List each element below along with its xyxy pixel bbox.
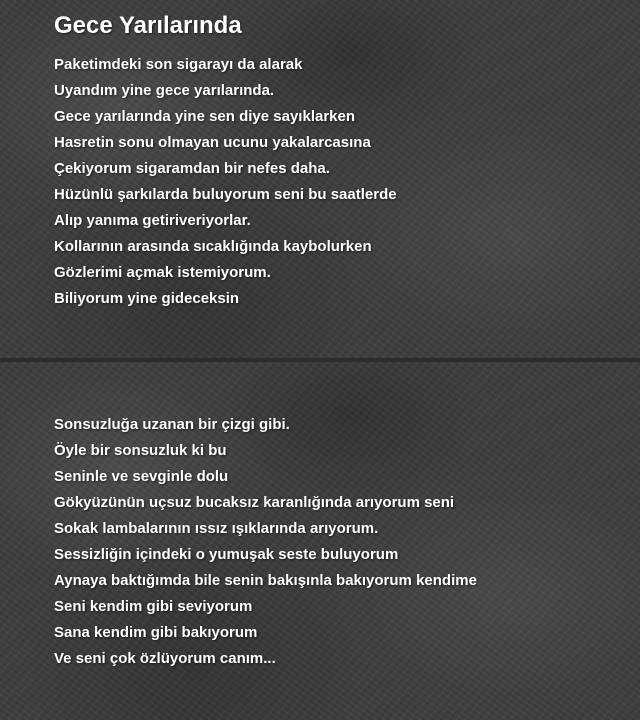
poem-title: Gece Yarılarında — [54, 12, 242, 39]
poem-line: Gece yarılarında yine sen diye sayıklarken — [54, 108, 356, 125]
poem-line: Biliyorum yine gideceksin — [54, 290, 240, 307]
poem-line: Öyle bir sonsuzluk ki bu — [54, 442, 227, 459]
poem-line: Sessizliğin içindeki o yumuşak seste buluyorum — [54, 546, 399, 563]
poem-line: Gözlerimi açmak istemiyorum. — [54, 264, 271, 281]
poem-line: Sonsuzluğa uzanan bir çizgi gibi. — [54, 416, 290, 433]
poem-line: Hüzünlü şarkılarda buluyorum seni bu saatlerde — [54, 186, 397, 203]
poem-line: Seni kendim gibi seviyorum — [54, 598, 253, 615]
poem-line: Ve seni çok özlüyorum canım... — [54, 650, 276, 667]
poem-line: Çekiyorum sigaramdan bir nefes daha. — [54, 160, 330, 177]
poem-line: Kollarının arasında sıcaklığında kaybolurken — [54, 238, 372, 255]
poem-line: Paketimdeki son sigarayı da alarak — [54, 56, 303, 73]
poem-line: Seninle ve sevginle dolu — [54, 468, 229, 485]
poem-line: Sana kendim gibi bakıyorum — [54, 624, 258, 641]
stanza-2 — [54, 412, 477, 672]
poem-line: Sokak lambalarının ıssız ışıklarında arıyorum. — [54, 520, 379, 537]
poem-line: Aynaya baktığımda bile senin bakışınla bakıyorum kendime — [54, 572, 477, 589]
poem-line: Uyandım yine gece yarılarında. — [54, 82, 275, 99]
poem-line: Alıp yanıma getiriveriyorlar. — [54, 212, 251, 229]
stanza-1 — [54, 52, 397, 312]
poem-line: Gökyüzünün uçsuz bucaksız karanlığında arıyorum seni — [54, 494, 455, 511]
poem-line: Hasretin sonu olmayan ucunu yakalarcasına — [54, 134, 371, 151]
